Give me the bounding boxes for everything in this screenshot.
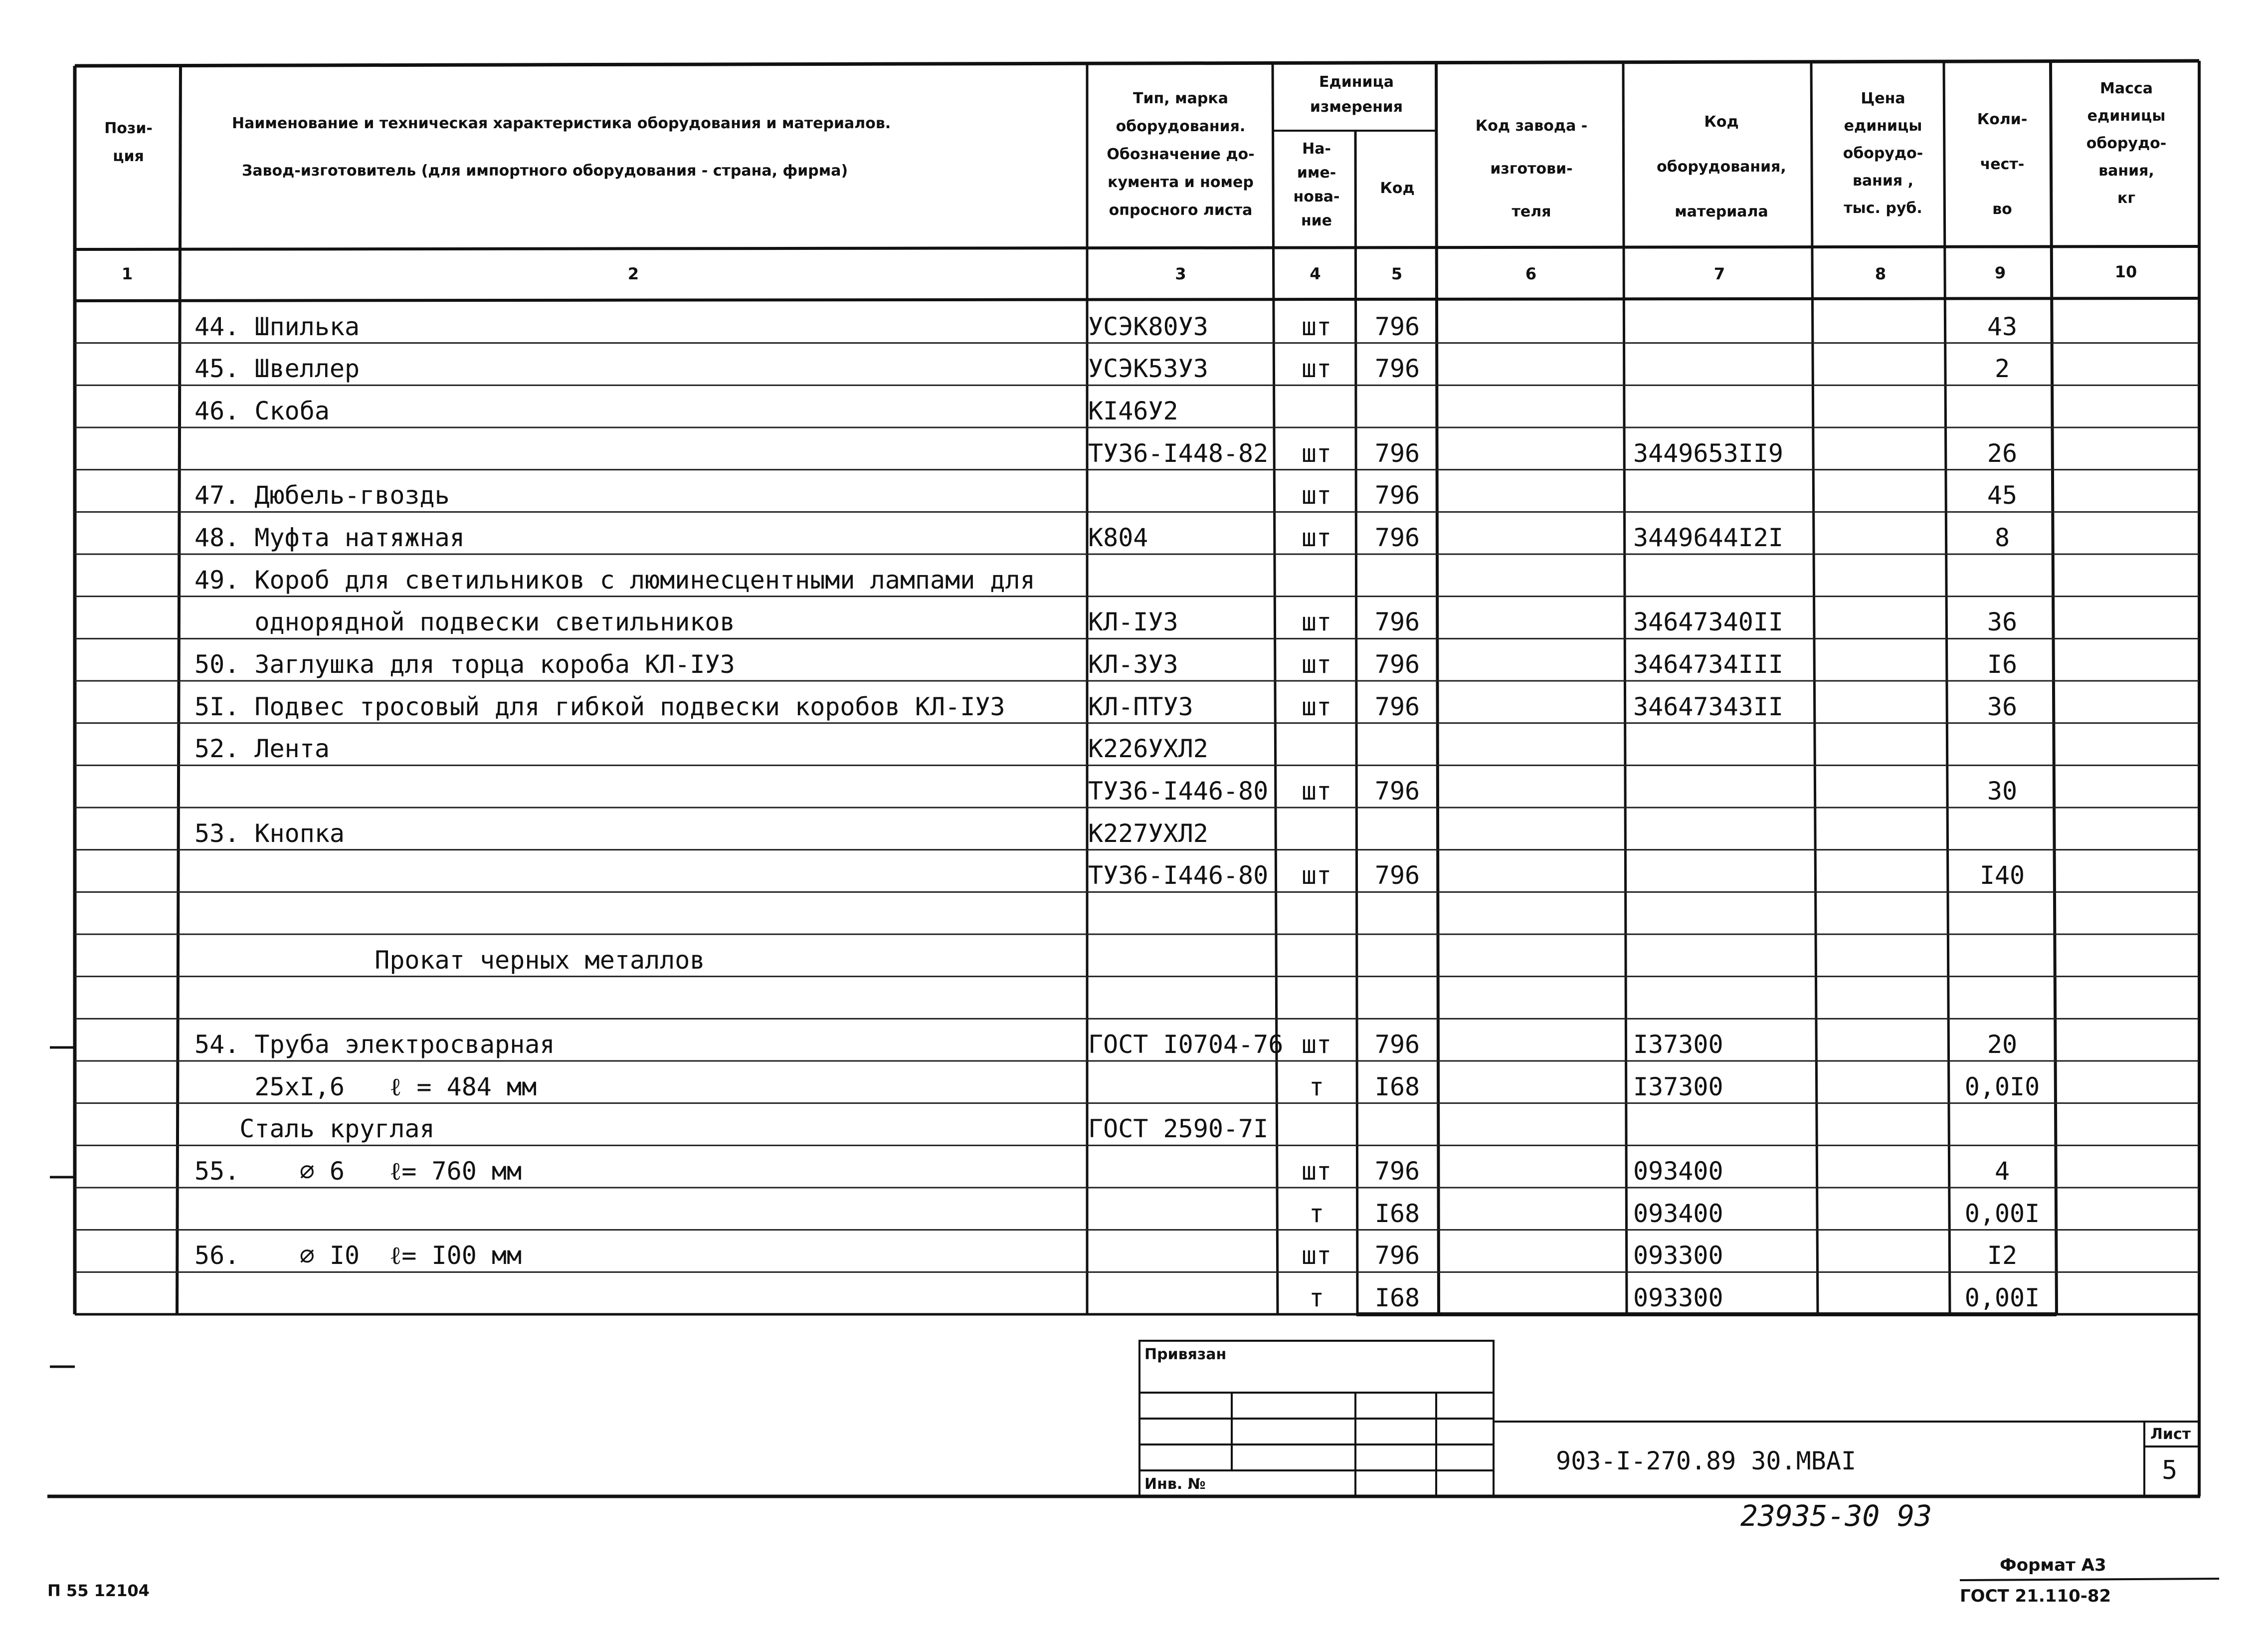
item-type: ГОСТ 2590-7I — [1088, 1114, 1269, 1144]
item-material-code: 3449653II9 — [1633, 438, 1784, 468]
table-row — [0, 1103, 2268, 1146]
col-number-1: 1 — [121, 264, 133, 283]
item-quantity: 36 — [1987, 608, 2018, 637]
item-unit: шт — [1301, 1241, 1332, 1270]
col-number-6: 6 — [1525, 264, 1537, 283]
item-type: К227УХЛ2 — [1088, 819, 1208, 848]
item-material-code: I37300 — [1633, 1030, 1723, 1059]
col-number-4: 4 — [1310, 264, 1321, 283]
item-name: 44. Шпилька — [194, 312, 360, 341]
item-unit: шт — [1301, 354, 1332, 384]
table-row — [0, 1145, 2268, 1188]
table-row — [0, 597, 2268, 639]
table-row — [0, 1230, 2268, 1272]
item-unit-code: 796 — [1374, 1156, 1420, 1186]
header-factory-code: Код завода - изготови- теля — [1475, 117, 1588, 220]
col-number-7: 7 — [1713, 264, 1725, 283]
item-name: 49. Короб для светильников с люминесцентными лампами для — [194, 565, 1035, 595]
item-quantity: 20 — [1987, 1030, 2018, 1059]
table-row — [0, 512, 2268, 554]
table-row — [0, 850, 2268, 892]
item-material-code: 34647343II — [1633, 692, 1784, 721]
item-unit-code: 796 — [1374, 481, 1420, 510]
item-unit: шт — [1301, 1156, 1332, 1186]
item-name: 47. Дюбель-гвоздь — [194, 481, 450, 510]
item-type: ТУ36-I448-82 — [1088, 438, 1269, 468]
item-name: 25хI,6 ℓ = 484 мм — [194, 1072, 537, 1101]
item-unit-code: 796 — [1374, 1030, 1420, 1059]
item-name: 56. ∅ I0 ℓ= I00 мм — [194, 1241, 522, 1270]
item-unit: т — [1309, 1199, 1324, 1228]
table-row — [0, 1188, 2268, 1230]
item-material-code: 3464734III — [1633, 649, 1784, 679]
item-unit-code: 796 — [1374, 523, 1420, 552]
item-name: 52. Лента — [194, 734, 330, 764]
stamp-sheet-label: Лист — [2150, 1426, 2191, 1443]
col-number-9: 9 — [1994, 263, 2006, 282]
table-row — [0, 638, 2268, 681]
item-name: 48. Муфта натяжная — [194, 523, 465, 552]
item-unit: т — [1309, 1283, 1324, 1312]
item-unit-code: 796 — [1374, 608, 1420, 637]
item-quantity: 0,0I0 — [1964, 1072, 2040, 1101]
item-type: ГОСТ I0704-76 — [1088, 1030, 1284, 1059]
item-quantity: 45 — [1987, 481, 2018, 510]
stamp-doc-code: 903-I-270.89 30.МВАI — [1556, 1446, 1857, 1475]
stamp-privyazan: Привязан — [1144, 1346, 1227, 1363]
item-quantity: 4 — [1994, 1156, 2010, 1186]
item-unit-code: 796 — [1374, 312, 1420, 341]
item-quantity: 26 — [1987, 438, 2018, 468]
item-unit-code: 796 — [1374, 649, 1420, 679]
table-row — [0, 301, 2268, 343]
item-unit-code: 796 — [1374, 438, 1420, 468]
item-type: ТУ36-I446-80 — [1088, 776, 1269, 806]
col-number-10: 10 — [2114, 262, 2137, 281]
col-number-8: 8 — [1875, 264, 1887, 283]
item-unit: шт — [1301, 523, 1332, 552]
item-quantity: 0,00I — [1964, 1199, 2040, 1228]
table-row — [0, 1272, 2268, 1314]
item-name: 45. Швеллер — [194, 354, 360, 384]
table-row — [0, 765, 2268, 808]
header-name-line1: Наименование и техническая характеристика оборудования и материалов. — [232, 115, 891, 132]
handwritten-number: 23935-30 93 — [1740, 1499, 1932, 1533]
item-type: К226УХЛ2 — [1088, 734, 1208, 764]
header-mass: Масса единицы оборудо- вания, кг — [2086, 80, 2167, 207]
item-unit-code: I68 — [1374, 1072, 1420, 1101]
item-type: УСЭК53У3 — [1088, 354, 1208, 384]
item-name: 50. Заглушка для торца короба КЛ-IУ3 — [194, 649, 735, 679]
item-unit: шт — [1301, 608, 1332, 637]
table-row — [0, 554, 2268, 597]
gost-label: ГОСТ 21.110-82 — [1960, 1586, 2111, 1606]
table-row — [0, 892, 2268, 934]
table-row — [0, 343, 2268, 386]
col-number-5: 5 — [1391, 264, 1403, 283]
item-unit-code: I68 — [1374, 1283, 1420, 1312]
item-unit: шт — [1301, 692, 1332, 721]
item-unit: т — [1309, 1072, 1324, 1101]
left-code: П 55 12104 — [47, 1581, 150, 1600]
item-material-code: 3449644I2I — [1633, 523, 1784, 552]
header-material-code: Код оборудования, материала — [1657, 113, 1786, 220]
item-name: 55. ∅ 6 ℓ= 760 мм — [194, 1156, 522, 1186]
table-row — [0, 1019, 2268, 1061]
item-type: КЛ-3У3 — [1088, 649, 1178, 679]
item-unit-code: 796 — [1374, 861, 1420, 890]
item-type: КЛ-ПТУ3 — [1088, 692, 1193, 721]
table-row — [0, 723, 2268, 766]
header-unit-code: Код — [1380, 180, 1415, 197]
item-unit-code: 796 — [1374, 354, 1420, 384]
table-row — [0, 1061, 2268, 1103]
item-unit: шт — [1301, 776, 1332, 806]
item-quantity: 8 — [1994, 523, 2010, 552]
item-unit-code: 796 — [1374, 1241, 1420, 1270]
item-name: 53. Кнопка — [194, 819, 345, 848]
item-type: КЛ-IУ3 — [1088, 608, 1178, 637]
item-unit: шт — [1301, 312, 1332, 341]
item-material-code: 34647340II — [1633, 608, 1784, 637]
item-name: 5I. Подвес тросовый для гибкой подвески коробов КЛ-IУ3 — [194, 692, 1005, 721]
item-name: 54. Труба электросварная — [194, 1030, 555, 1059]
table-row — [0, 681, 2268, 723]
header-unit-name: На- име- нова- ние — [1293, 140, 1340, 229]
item-quantity: 0,00I — [1964, 1283, 2040, 1312]
stamp-inv-no: Инв. № — [1144, 1475, 1206, 1493]
table-row — [0, 470, 2268, 512]
stamp-sheet-number: 5 — [2162, 1455, 2178, 1485]
item-quantity: I6 — [1987, 649, 2018, 679]
item-material-code: I37300 — [1633, 1072, 1723, 1101]
table-row — [0, 977, 2268, 1019]
item-quantity: 36 — [1987, 692, 2018, 721]
item-unit-code: 796 — [1374, 776, 1420, 806]
item-type: ТУ36-I446-80 — [1088, 861, 1269, 890]
item-type: УСЭК80У3 — [1088, 312, 1208, 341]
item-name: 46. Скоба — [194, 396, 330, 425]
item-quantity: I2 — [1987, 1241, 2018, 1270]
col-number-2: 2 — [627, 264, 639, 283]
item-unit: шт — [1301, 481, 1332, 510]
item-name: Сталь круглая — [194, 1114, 435, 1144]
header-position: Пози- ция — [104, 120, 153, 165]
item-type: КI46У2 — [1088, 396, 1178, 425]
table-row — [0, 934, 2268, 977]
item-material-code: 093400 — [1633, 1199, 1723, 1228]
item-unit-code: 796 — [1374, 692, 1420, 721]
item-unit: шт — [1301, 1030, 1332, 1059]
col-number-3: 3 — [1175, 264, 1186, 283]
item-material-code: 093300 — [1633, 1283, 1723, 1312]
header-unit-group: Единица измерения — [1310, 73, 1403, 116]
item-unit: шт — [1301, 649, 1332, 679]
item-unit: шт — [1301, 861, 1332, 890]
item-unit-code: I68 — [1374, 1199, 1420, 1228]
item-name: однорядной подвески светильников — [194, 608, 735, 637]
item-quantity: 30 — [1987, 776, 2018, 806]
table-row — [0, 808, 2268, 850]
format-label: Формат А3 — [2000, 1555, 2106, 1575]
header-type: Тип, марка оборудования. Обозначение до- кумента и номер опросного листа — [1107, 90, 1255, 219]
item-material-code: 093300 — [1633, 1241, 1723, 1270]
item-quantity: 43 — [1987, 312, 2018, 341]
item-quantity: I40 — [1979, 861, 2025, 890]
item-quantity: 2 — [1994, 354, 2010, 384]
item-type: К804 — [1088, 523, 1148, 552]
item-material-code: 093400 — [1633, 1156, 1723, 1186]
header-price: Цена единицы оборудо- вания , тыс. руб. — [1843, 90, 1923, 217]
header-quantity: Коли- чест- во — [1977, 111, 2028, 218]
table-row — [0, 385, 2268, 427]
item-unit: шт — [1301, 438, 1332, 468]
table-row — [0, 427, 2268, 470]
item-name: Прокат черных металлов — [194, 945, 705, 975]
header-name-line2: Завод-изготовитель (для импортного оборудования - страна, фирма) — [242, 162, 848, 180]
